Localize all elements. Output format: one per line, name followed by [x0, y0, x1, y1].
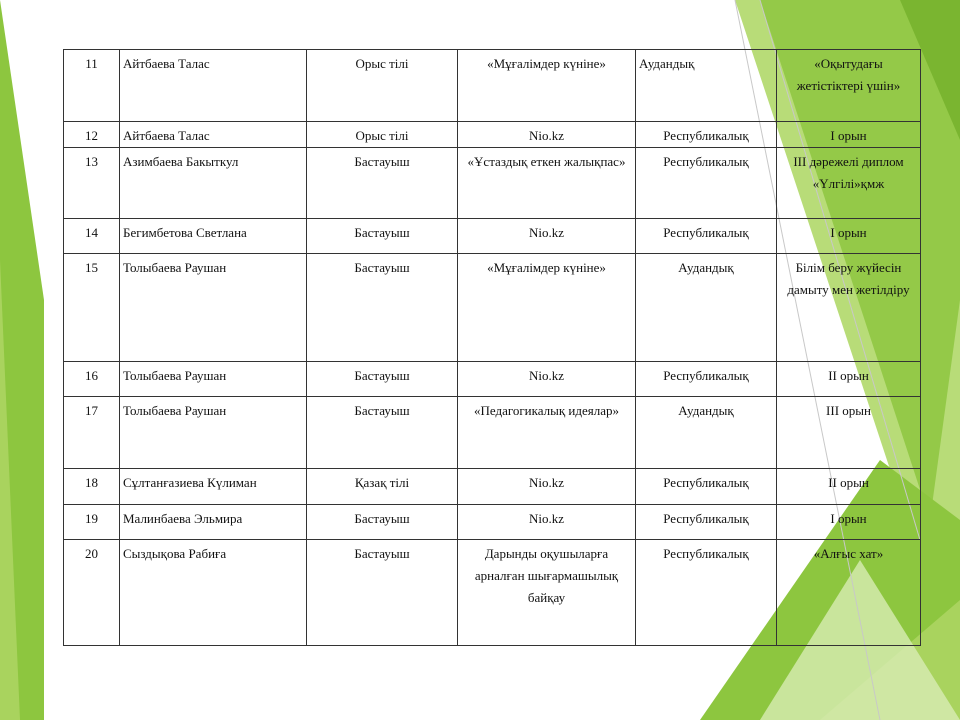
awards-table [63, 49, 921, 646]
result: ІІ орын [777, 362, 921, 397]
row-number: 14 [64, 219, 120, 254]
result: I орын [777, 219, 921, 254]
row-number: 17 [64, 397, 120, 469]
row-number: 18 [64, 469, 120, 505]
subject: Бастауыш [307, 505, 458, 540]
result: ІІ орын [777, 469, 921, 505]
subject: Бастауыш [307, 219, 458, 254]
table-row [64, 219, 921, 254]
awards-table-container [63, 49, 921, 646]
event: «Ұстаздық еткен жалықпас» [458, 148, 636, 219]
row-number: 16 [64, 362, 120, 397]
table-row [64, 50, 921, 122]
result: ІІІ орын [777, 397, 921, 469]
row-number: 13 [64, 148, 120, 219]
level: Аудандық [636, 254, 777, 362]
table-row [64, 397, 921, 469]
event: «Педагогикалық идеялар» [458, 397, 636, 469]
table-row [64, 505, 921, 540]
result: I орын [777, 122, 921, 148]
teacher-name: Сыздықова Рабиға [120, 540, 307, 646]
table-row [64, 469, 921, 505]
row-number: 20 [64, 540, 120, 646]
row-number: 19 [64, 505, 120, 540]
teacher-name: Сұлтанғазиева Күлиман [120, 469, 307, 505]
subject: Бастауыш [307, 148, 458, 219]
result: І орын [777, 505, 921, 540]
result: «Оқытудағы жетістіктері үшін» [777, 50, 921, 122]
teacher-name: Толыбаева Раушан [120, 362, 307, 397]
teacher-name: Азимбаева Бакыткул [120, 148, 307, 219]
teacher-name: Толыбаева Раушан [120, 254, 307, 362]
table-row [64, 540, 921, 646]
result: ІІІ дәрежелі диплом «Үлгілі»қмж [777, 148, 921, 219]
result: Білім беру жүйесін дамыту мен жетілдіру [777, 254, 921, 362]
subject: Бастауыш [307, 362, 458, 397]
subject: Қазақ тілі [307, 469, 458, 505]
subject: Бастауыш [307, 254, 458, 362]
row-number: 15 [64, 254, 120, 362]
level: Аудандық [636, 50, 777, 122]
event: Nio.kz [458, 219, 636, 254]
level: Республикалық [636, 148, 777, 219]
event: «Мұғалімдер күніне» [458, 254, 636, 362]
event: Nio.kz [458, 469, 636, 505]
result: «Алғыс хат» [777, 540, 921, 646]
subject: Бастауыш [307, 397, 458, 469]
table-row [64, 122, 921, 148]
teacher-name: Айтбаева Талас [120, 122, 307, 148]
event: Nio.kz [458, 362, 636, 397]
row-number: 12 [64, 122, 120, 148]
level: Республикалық [636, 219, 777, 254]
level: Аудандық [636, 397, 777, 469]
table-row [64, 254, 921, 362]
teacher-name: Толыбаева Раушан [120, 397, 307, 469]
row-number: 11 [64, 50, 120, 122]
event: Дарынды оқушыларға арналған шығармашылық байқау [458, 540, 636, 646]
table-row [64, 362, 921, 397]
teacher-name: Айтбаева Талас [120, 50, 307, 122]
event: Nio.kz [458, 505, 636, 540]
level: Республикалық [636, 362, 777, 397]
level: Республикалық [636, 469, 777, 505]
teacher-name: Бегимбетова Светлана [120, 219, 307, 254]
event: Nio.kz [458, 122, 636, 148]
subject: Орыс тілі [307, 122, 458, 148]
teacher-name: Малинбаева Эльмира [120, 505, 307, 540]
event: «Мұғалімдер күніне» [458, 50, 636, 122]
subject: Бастауыш [307, 540, 458, 646]
level: Республикалық [636, 505, 777, 540]
subject: Орыс тілі [307, 50, 458, 122]
table-row [64, 148, 921, 219]
level: Республикалық [636, 540, 777, 646]
level: Республикалық [636, 122, 777, 148]
